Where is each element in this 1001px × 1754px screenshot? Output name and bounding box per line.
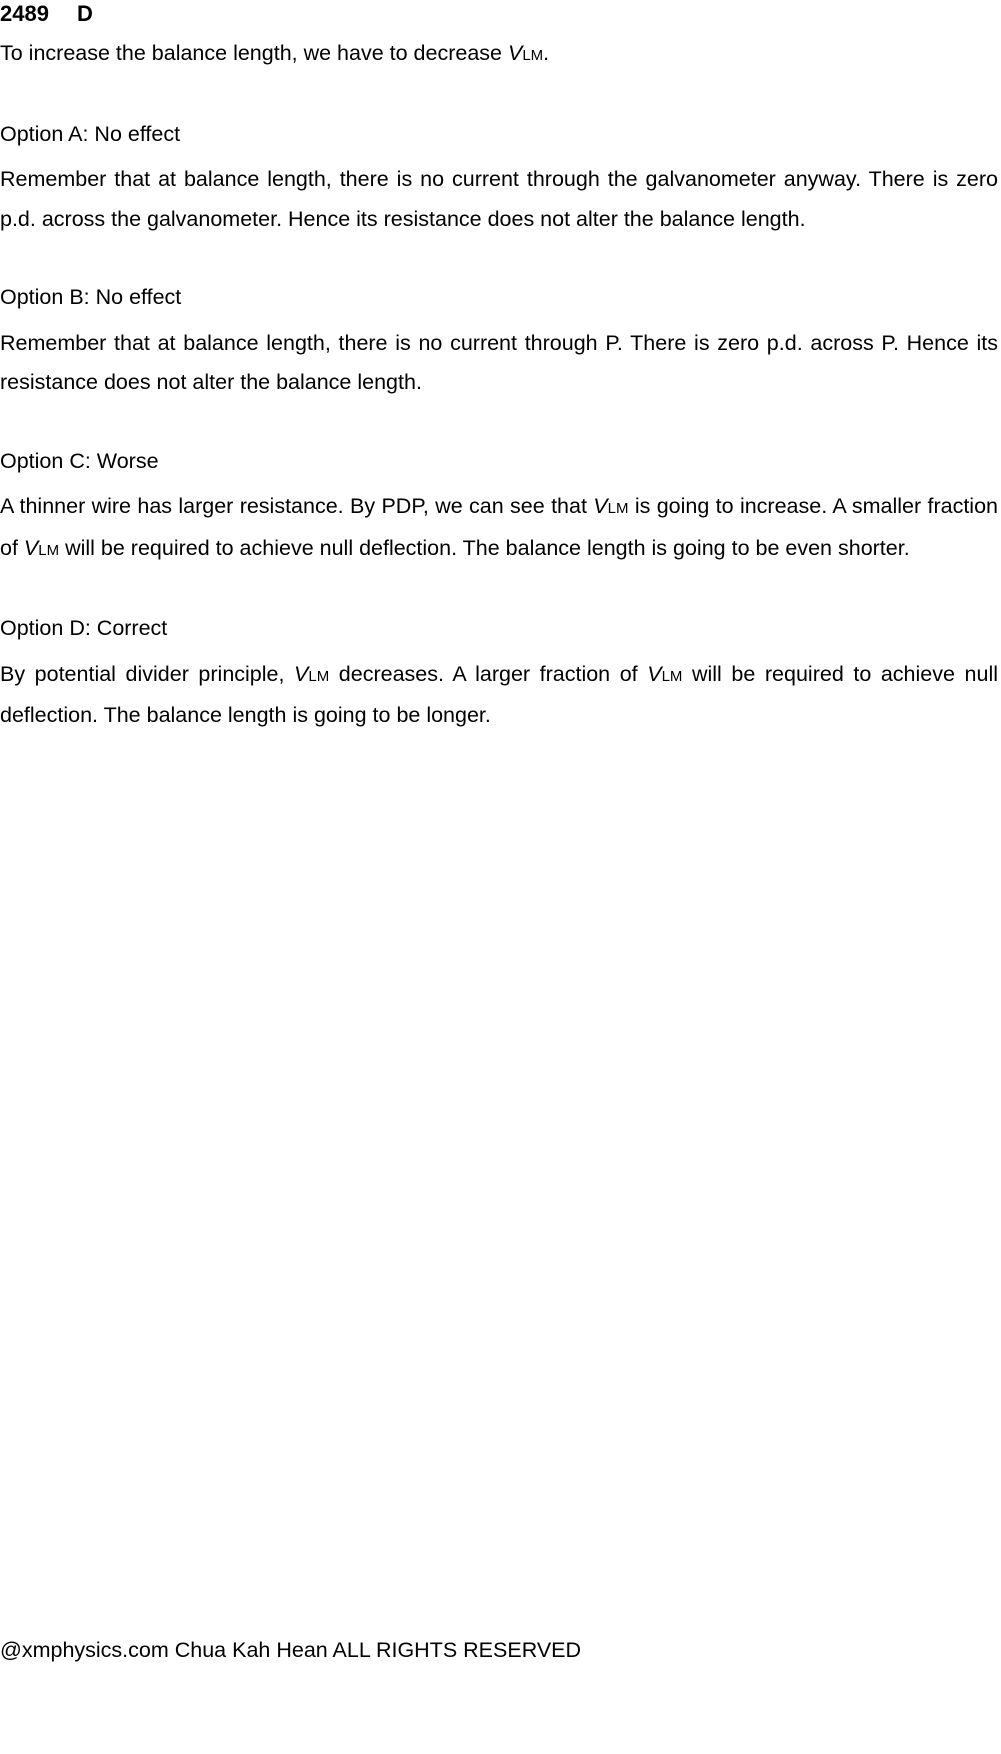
option-d-text-2: decreases. A larger fraction of [329, 661, 648, 686]
option-d-text-3: will be required to achieve null deflection. The balance length is going to be longer. [0, 661, 998, 727]
symbol-subscript: LM [308, 667, 330, 685]
option-d-block [0, 609, 998, 736]
option-b-block [0, 278, 998, 403]
option-a-block [0, 115, 998, 240]
option-c-text-1: A thinner wire has larger resistance. By PDP, we can see that [0, 494, 594, 518]
option-c-block [0, 442, 998, 571]
question-header [0, 0, 998, 28]
question-number: 2489 [0, 1, 49, 26]
symbol-subscript: LM [661, 667, 683, 685]
intro-paragraph [0, 34, 998, 76]
option-a-text: Remember that at balance length, there is no current through the galvanometer anyway. There is zero p.d. across the galvanometer. Hence its resistance does not alter the balance length. [0, 167, 998, 231]
option-c-text [0, 487, 998, 570]
symbol-subscript: LM [38, 541, 60, 559]
option-a-heading: Option A: No effect [0, 121, 181, 146]
option-b-text: Remember that at balance length, there is no current through P. There is zero p.d. across P. Hence its resistance does not alter the balance length. [0, 330, 998, 394]
symbol-v: V [647, 661, 662, 686]
option-d-text [0, 655, 998, 736]
answer-letter: D [77, 1, 93, 26]
intro-text: To increase the balance length, we have to decrease [0, 41, 508, 65]
symbol-v: V [593, 494, 608, 518]
symbol-subscript: LM [607, 500, 629, 517]
intro-tail: . [543, 41, 550, 65]
option-d-heading: Option D: Correct [0, 616, 168, 640]
option-d-text-1: By potential divider principle, [0, 661, 295, 686]
option-c-heading: Option C: Worse [0, 448, 159, 473]
symbol-subscript: LM [522, 47, 544, 64]
symbol-v: V [507, 41, 523, 65]
symbol-v: V [294, 661, 309, 686]
option-c-text-2: is going to increase. A smaller fraction of [0, 494, 998, 560]
symbol-v: V [23, 535, 39, 560]
option-c-text-3: will be required to achieve null deflection. The balance length is going to be even shorter. [59, 535, 910, 560]
solution-content [0, 0, 998, 736]
copyright-footer: @xmphysics.com Chua Kah Hean ALL RIGHTS RESERVED [0, 1638, 582, 1662]
option-b-heading: Option B: No effect [0, 285, 182, 309]
